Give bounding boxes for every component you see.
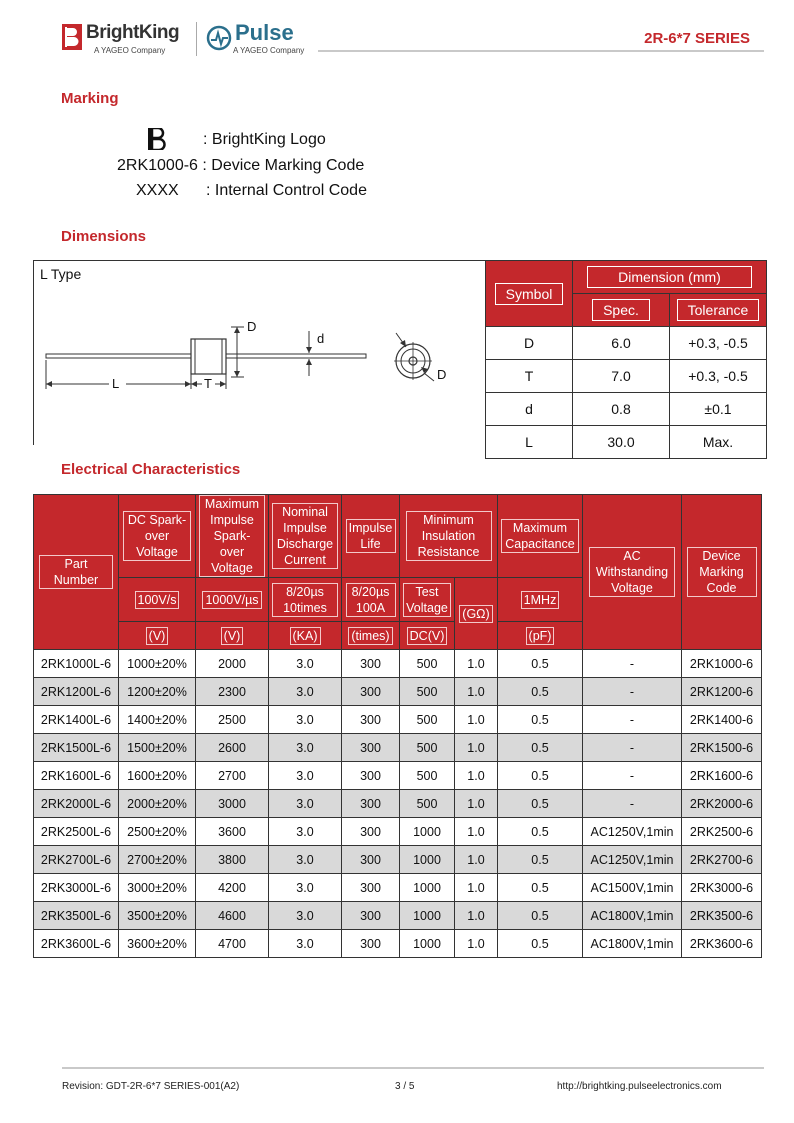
hdr-life-cond: 8/20µs 100A — [342, 578, 400, 622]
table-cell: 3.0 — [269, 902, 342, 930]
table-cell: 3.0 — [269, 930, 342, 958]
table-cell: 3.0 — [269, 678, 342, 706]
marking-heading: Marking — [61, 90, 119, 107]
table-cell: AC1250V,1min — [583, 818, 682, 846]
hdr-dc-cond: 100V/s — [119, 578, 196, 622]
dim-row: L 30.0 Max. — [486, 426, 767, 459]
table-cell: 0.5 — [498, 678, 583, 706]
hdr-cap-cond: 1MHz — [498, 578, 583, 622]
table-cell: 2RK1400-6 — [682, 706, 762, 734]
dim-row: d 0.8 ±0.1 — [486, 393, 767, 426]
table-cell: 2500 — [196, 706, 269, 734]
table-cell: 300 — [342, 874, 400, 902]
hdr-nom-unit: (KA) — [269, 622, 342, 650]
table-cell: 0.5 — [498, 650, 583, 678]
table-cell: 2000 — [196, 650, 269, 678]
table-cell: AC1800V,1min — [583, 930, 682, 958]
table-cell: - — [583, 706, 682, 734]
hdr-life-unit: (times) — [342, 622, 400, 650]
table-cell: 2700±20% — [119, 846, 196, 874]
table-cell: 2RK1200-6 — [682, 678, 762, 706]
dimension-drawing-box — [33, 260, 486, 445]
table-cell: 3.0 — [269, 846, 342, 874]
table-row — [34, 902, 762, 930]
table-cell: 1000 — [400, 846, 455, 874]
table-cell: 2RK1200L-6 — [34, 678, 119, 706]
marking-logo-desc: : BrightKing Logo — [203, 131, 326, 148]
table-cell: 1.0 — [455, 734, 498, 762]
table-cell: 500 — [400, 706, 455, 734]
brightking-logo-icon — [148, 128, 166, 150]
hdr-imp-cond: 1000V/µs — [196, 578, 269, 622]
table-cell: 2RK1500-6 — [682, 734, 762, 762]
footer-divider — [62, 1067, 764, 1069]
table-cell: 0.5 — [498, 706, 583, 734]
table-row — [34, 930, 762, 958]
table-cell: 4200 — [196, 874, 269, 902]
hdr-part: Part Number — [34, 495, 119, 650]
table-row — [34, 650, 762, 678]
table-cell: 3.0 — [269, 650, 342, 678]
hdr-dev: Device Marking Code — [682, 495, 762, 650]
series-title: 2R-6*7 SERIES — [644, 30, 750, 47]
hdr-imp-unit: (V) — [196, 622, 269, 650]
table-cell: 500 — [400, 762, 455, 790]
table-cell: 3000±20% — [119, 874, 196, 902]
table-cell: 3000 — [196, 790, 269, 818]
table-cell: AC1800V,1min — [583, 902, 682, 930]
electrical-heading: Electrical Characteristics — [61, 461, 241, 478]
table-cell: 500 — [400, 678, 455, 706]
label-d: d — [317, 331, 325, 346]
table-cell: 3600±20% — [119, 930, 196, 958]
pulse-logo — [205, 22, 325, 58]
table-cell: 2500±20% — [119, 818, 196, 846]
dimensions-heading: Dimensions — [61, 228, 147, 245]
hdr-ac: AC Withstanding Voltage — [583, 495, 682, 650]
table-cell: 1400±20% — [119, 706, 196, 734]
hdr-life: Impulse Life — [342, 495, 400, 578]
table-cell: AC1500V,1min — [583, 874, 682, 902]
brand-subtitle: A YAGEO Company — [94, 46, 166, 55]
table-cell: 1.0 — [455, 930, 498, 958]
table-cell: 3.0 — [269, 790, 342, 818]
table-cell: 2RK1600L-6 — [34, 762, 119, 790]
table-cell: 3500±20% — [119, 902, 196, 930]
table-cell: 1.0 — [455, 846, 498, 874]
pulse-subtitle: A YAGEO Company — [233, 46, 305, 55]
table-row — [34, 790, 762, 818]
table-cell: - — [583, 790, 682, 818]
table-cell: 1500±20% — [119, 734, 196, 762]
table-cell: 3.0 — [269, 874, 342, 902]
table-cell: 2RK3500-6 — [682, 902, 762, 930]
table-row — [34, 706, 762, 734]
l-type-label: L Type — [40, 266, 82, 282]
hdr-ins-gohm: (GΩ) — [455, 578, 498, 650]
table-cell: 500 — [400, 790, 455, 818]
table-cell: 2RK1000L-6 — [34, 650, 119, 678]
label-D: D — [247, 319, 257, 334]
table-cell: 1.0 — [455, 706, 498, 734]
table-cell: 1200±20% — [119, 678, 196, 706]
table-cell: 2RK2000L-6 — [34, 790, 119, 818]
table-cell: 3800 — [196, 846, 269, 874]
table-cell: 0.5 — [498, 902, 583, 930]
hdr-dc: DC Spark-over Voltage — [119, 495, 196, 578]
hdr-nom: Nominal Impulse Discharge Current — [269, 495, 342, 578]
table-cell: 4700 — [196, 930, 269, 958]
dim-row: T 7.0 +0.3, -0.5 — [486, 360, 767, 393]
table-cell: 300 — [342, 846, 400, 874]
table-cell: 2RK2500L-6 — [34, 818, 119, 846]
table-cell: 2700 — [196, 762, 269, 790]
table-cell: 0.5 — [498, 846, 583, 874]
logo-separator — [196, 22, 197, 56]
table-cell: 0.5 — [498, 874, 583, 902]
table-cell: 0.5 — [498, 930, 583, 958]
table-row — [34, 846, 762, 874]
pulse-mark-icon — [205, 24, 233, 52]
table-cell: 2600 — [196, 734, 269, 762]
table-row — [34, 678, 762, 706]
hdr-ins: Minimum Insulation Resistance — [400, 495, 498, 578]
label-T: T — [204, 376, 212, 391]
table-cell: 1000 — [400, 930, 455, 958]
table-cell: 1.0 — [455, 818, 498, 846]
table-cell: 300 — [342, 706, 400, 734]
hdr-cap-unit: (pF) — [498, 622, 583, 650]
brightking-mark-icon — [62, 24, 82, 50]
hdr-cap: Maximum Capacitance — [498, 495, 583, 578]
header-divider — [318, 50, 764, 52]
revision-text: Revision: GDT-2R-6*7 SERIES-001(A2) — [62, 1081, 240, 1092]
footer-url: http://brightking.pulseelectronics.com — [557, 1081, 722, 1092]
table-cell: 0.5 — [498, 790, 583, 818]
table-cell: 300 — [342, 650, 400, 678]
table-cell: 1.0 — [455, 762, 498, 790]
hdr-ins-unit: DC(V) — [400, 622, 455, 650]
table-cell: - — [583, 678, 682, 706]
table-cell: 1.0 — [455, 902, 498, 930]
table-row — [34, 818, 762, 846]
table-cell: 0.5 — [498, 734, 583, 762]
table-cell: 2000±20% — [119, 790, 196, 818]
pulse-name: Pulse — [235, 20, 294, 45]
table-cell: 4600 — [196, 902, 269, 930]
table-cell: - — [583, 650, 682, 678]
table-cell: 2RK1400L-6 — [34, 706, 119, 734]
table-cell: AC1250V,1min — [583, 846, 682, 874]
table-row — [34, 874, 762, 902]
marking-xxxx: XXXX — [136, 182, 179, 199]
table-cell: 300 — [342, 678, 400, 706]
table-cell: 1.0 — [455, 678, 498, 706]
table-cell: 0.5 — [498, 818, 583, 846]
table-cell: 3.0 — [269, 818, 342, 846]
dim-spec-header: Spec. — [573, 294, 670, 327]
table-cell: - — [583, 762, 682, 790]
table-cell: 1000 — [400, 902, 455, 930]
table-cell: 2RK1600-6 — [682, 762, 762, 790]
table-cell: 3.0 — [269, 706, 342, 734]
dim-symbol-header: Symbol — [486, 261, 573, 327]
table-cell: 1.0 — [455, 790, 498, 818]
table-cell: 1.0 — [455, 650, 498, 678]
table-cell: 500 — [400, 734, 455, 762]
dimension-table — [485, 260, 767, 459]
table-cell: 2RK3500L-6 — [34, 902, 119, 930]
dim-row: D 6.0 +0.3, -0.5 — [486, 327, 767, 360]
table-cell: 300 — [342, 734, 400, 762]
electrical-table — [33, 494, 762, 958]
table-cell: 2RK3600L-6 — [34, 930, 119, 958]
table-cell: 2RK1000-6 — [682, 650, 762, 678]
table-cell: 500 — [400, 650, 455, 678]
hdr-imp: Maximum Impulse Spark-over Voltage — [196, 495, 269, 578]
marking-xxxx-desc: : Internal Control Code — [206, 182, 367, 199]
table-cell: 1000 — [400, 818, 455, 846]
table-row — [34, 734, 762, 762]
component-drawing — [34, 261, 486, 445]
table-cell: 3600 — [196, 818, 269, 846]
table-cell: 300 — [342, 930, 400, 958]
table-cell: 2RK2700-6 — [682, 846, 762, 874]
marking-code-line: 2RK1000-6 : Device Marking Code — [117, 157, 365, 174]
dim-tolerance-header: Tolerance — [670, 294, 767, 327]
table-cell: 2RK2700L-6 — [34, 846, 119, 874]
label-D-end: D — [437, 367, 447, 382]
table-cell: 1000±20% — [119, 650, 196, 678]
table-cell: 2300 — [196, 678, 269, 706]
table-cell: 300 — [342, 902, 400, 930]
table-cell: 300 — [342, 762, 400, 790]
table-cell: 1000 — [400, 874, 455, 902]
table-cell: 3.0 — [269, 734, 342, 762]
dim-dimension-header: Dimension (mm) — [573, 261, 767, 294]
table-cell: 1.0 — [455, 874, 498, 902]
hdr-dc-unit: (V) — [119, 622, 196, 650]
table-cell: 2RK3000L-6 — [34, 874, 119, 902]
table-cell: - — [583, 734, 682, 762]
table-cell: 0.5 — [498, 762, 583, 790]
label-L: L — [112, 376, 120, 391]
brightking-logo — [62, 22, 192, 58]
page-number: 3 / 5 — [395, 1081, 415, 1092]
brand-name: BrightKing — [86, 22, 180, 43]
table-row — [34, 762, 762, 790]
table-cell: 2RK2000-6 — [682, 790, 762, 818]
table-cell: 2RK2500-6 — [682, 818, 762, 846]
hdr-nom-cond: 8/20µs 10times — [269, 578, 342, 622]
hdr-ins-test: Test Voltage — [400, 578, 455, 622]
table-cell: 300 — [342, 818, 400, 846]
table-cell: 2RK3000-6 — [682, 874, 762, 902]
table-cell: 1600±20% — [119, 762, 196, 790]
table-cell: 3.0 — [269, 762, 342, 790]
table-cell: 300 — [342, 790, 400, 818]
table-cell: 2RK1500L-6 — [34, 734, 119, 762]
table-cell: 2RK3600-6 — [682, 930, 762, 958]
